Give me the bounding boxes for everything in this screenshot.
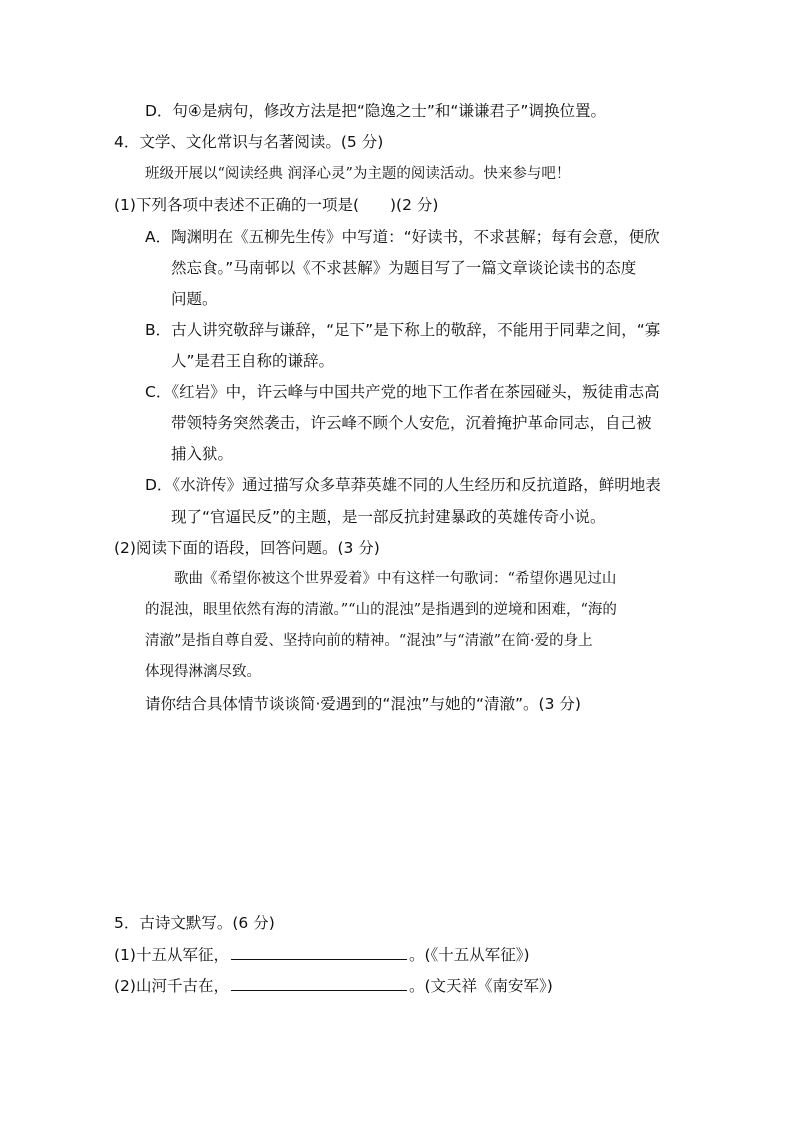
q5-item-1 bbox=[114, 944, 530, 966]
q5-item-2-suffix: 。(文天祥《南安军》) bbox=[408, 977, 553, 995]
passage-line-3: 清澈”是指自尊自爱、坚持向前的精神。“混浊”与“清澈”在简·爱的身上 bbox=[145, 633, 593, 649]
q3-option-d: D．句④是病句，修改方法是把“隐逸之士”和“谦谦君子”调换位置。 bbox=[145, 102, 606, 120]
option-a-line-2: 然忘食。”马南邨以《不求甚解》为题目写了一篇文章谈论读书的态度 bbox=[171, 259, 637, 277]
q4-sub1-stem: (1)下列各项中表述不正确的一项是( )(2 分) bbox=[114, 196, 439, 214]
q5-item-1-blank[interactable] bbox=[231, 945, 407, 960]
option-d-line-1: D．《水浒传》通过描写众多草莽英雄不同的人生经历和反抗道路，鲜明地表 bbox=[145, 476, 661, 494]
option-c-line-2: 带领特务突然袭击，许云峰不顾个人安危，沉着掩护革命同志，自己被 bbox=[171, 414, 652, 432]
q4-sub2-question: 请你结合具体情节谈谈简·爱遇到的“混浊”与她的“清澈”。(3 分) bbox=[145, 695, 581, 713]
option-d-line-2: 现了“官逼民反”的主题，是一部反抗封建暴政的英雄传奇小说。 bbox=[171, 508, 606, 526]
option-c-line-1: C．《红岩》中，许云峰与中国共产党的地下工作者在茶园碰头，叛徒甫志高 bbox=[145, 383, 660, 401]
option-a-line-3: 问题。 bbox=[171, 290, 218, 308]
option-b-line-1: B．古人讲究敬辞与谦辞，“足下”是下称上的敬辞，不能用于同辈之间，“寡 bbox=[145, 321, 661, 339]
q4-title: 4．文学、文化常识与名著阅读。(5 分) bbox=[114, 133, 384, 151]
q5-item-2-blank[interactable] bbox=[231, 976, 407, 991]
q5-item-2-prefix: (2)山河千古在， bbox=[114, 977, 229, 995]
q4-sub2-stem: (2)阅读下面的语段，回答问题。(3 分) bbox=[114, 539, 380, 557]
option-a-line-1: A．陶渊明在《五柳先生传》中写道：“好读书，不求甚解；每有会意，便欣 bbox=[145, 228, 660, 246]
q5-title: 5．古诗文默写。(6 分) bbox=[114, 914, 275, 932]
option-b-line-2: 人”是君王自称的谦辞。 bbox=[171, 352, 335, 370]
q4-intro: 班级开展以“阅读经典 润泽心灵”为主题的阅读活动。快来参与吧！ bbox=[145, 166, 571, 182]
passage-line-1: 歌曲《希望你被这个世界爱着》中有这样一句歌词：“希望你遇见过山 bbox=[174, 571, 617, 587]
q5-item-2 bbox=[114, 975, 553, 997]
q5-item-1-suffix: 。(《十五从军征》) bbox=[408, 946, 530, 964]
passage-line-4: 体现得淋漓尽致。 bbox=[145, 664, 261, 680]
option-c-line-3: 捕入狱。 bbox=[171, 445, 234, 463]
passage-line-2: 的混浊，眼里依然有海的清澈。”“山的混浊”是指遇到的逆境和困难，“海的 bbox=[145, 602, 617, 618]
answer-area[interactable] bbox=[114, 722, 674, 902]
q5-item-1-prefix: (1)十五从军征， bbox=[114, 946, 229, 964]
